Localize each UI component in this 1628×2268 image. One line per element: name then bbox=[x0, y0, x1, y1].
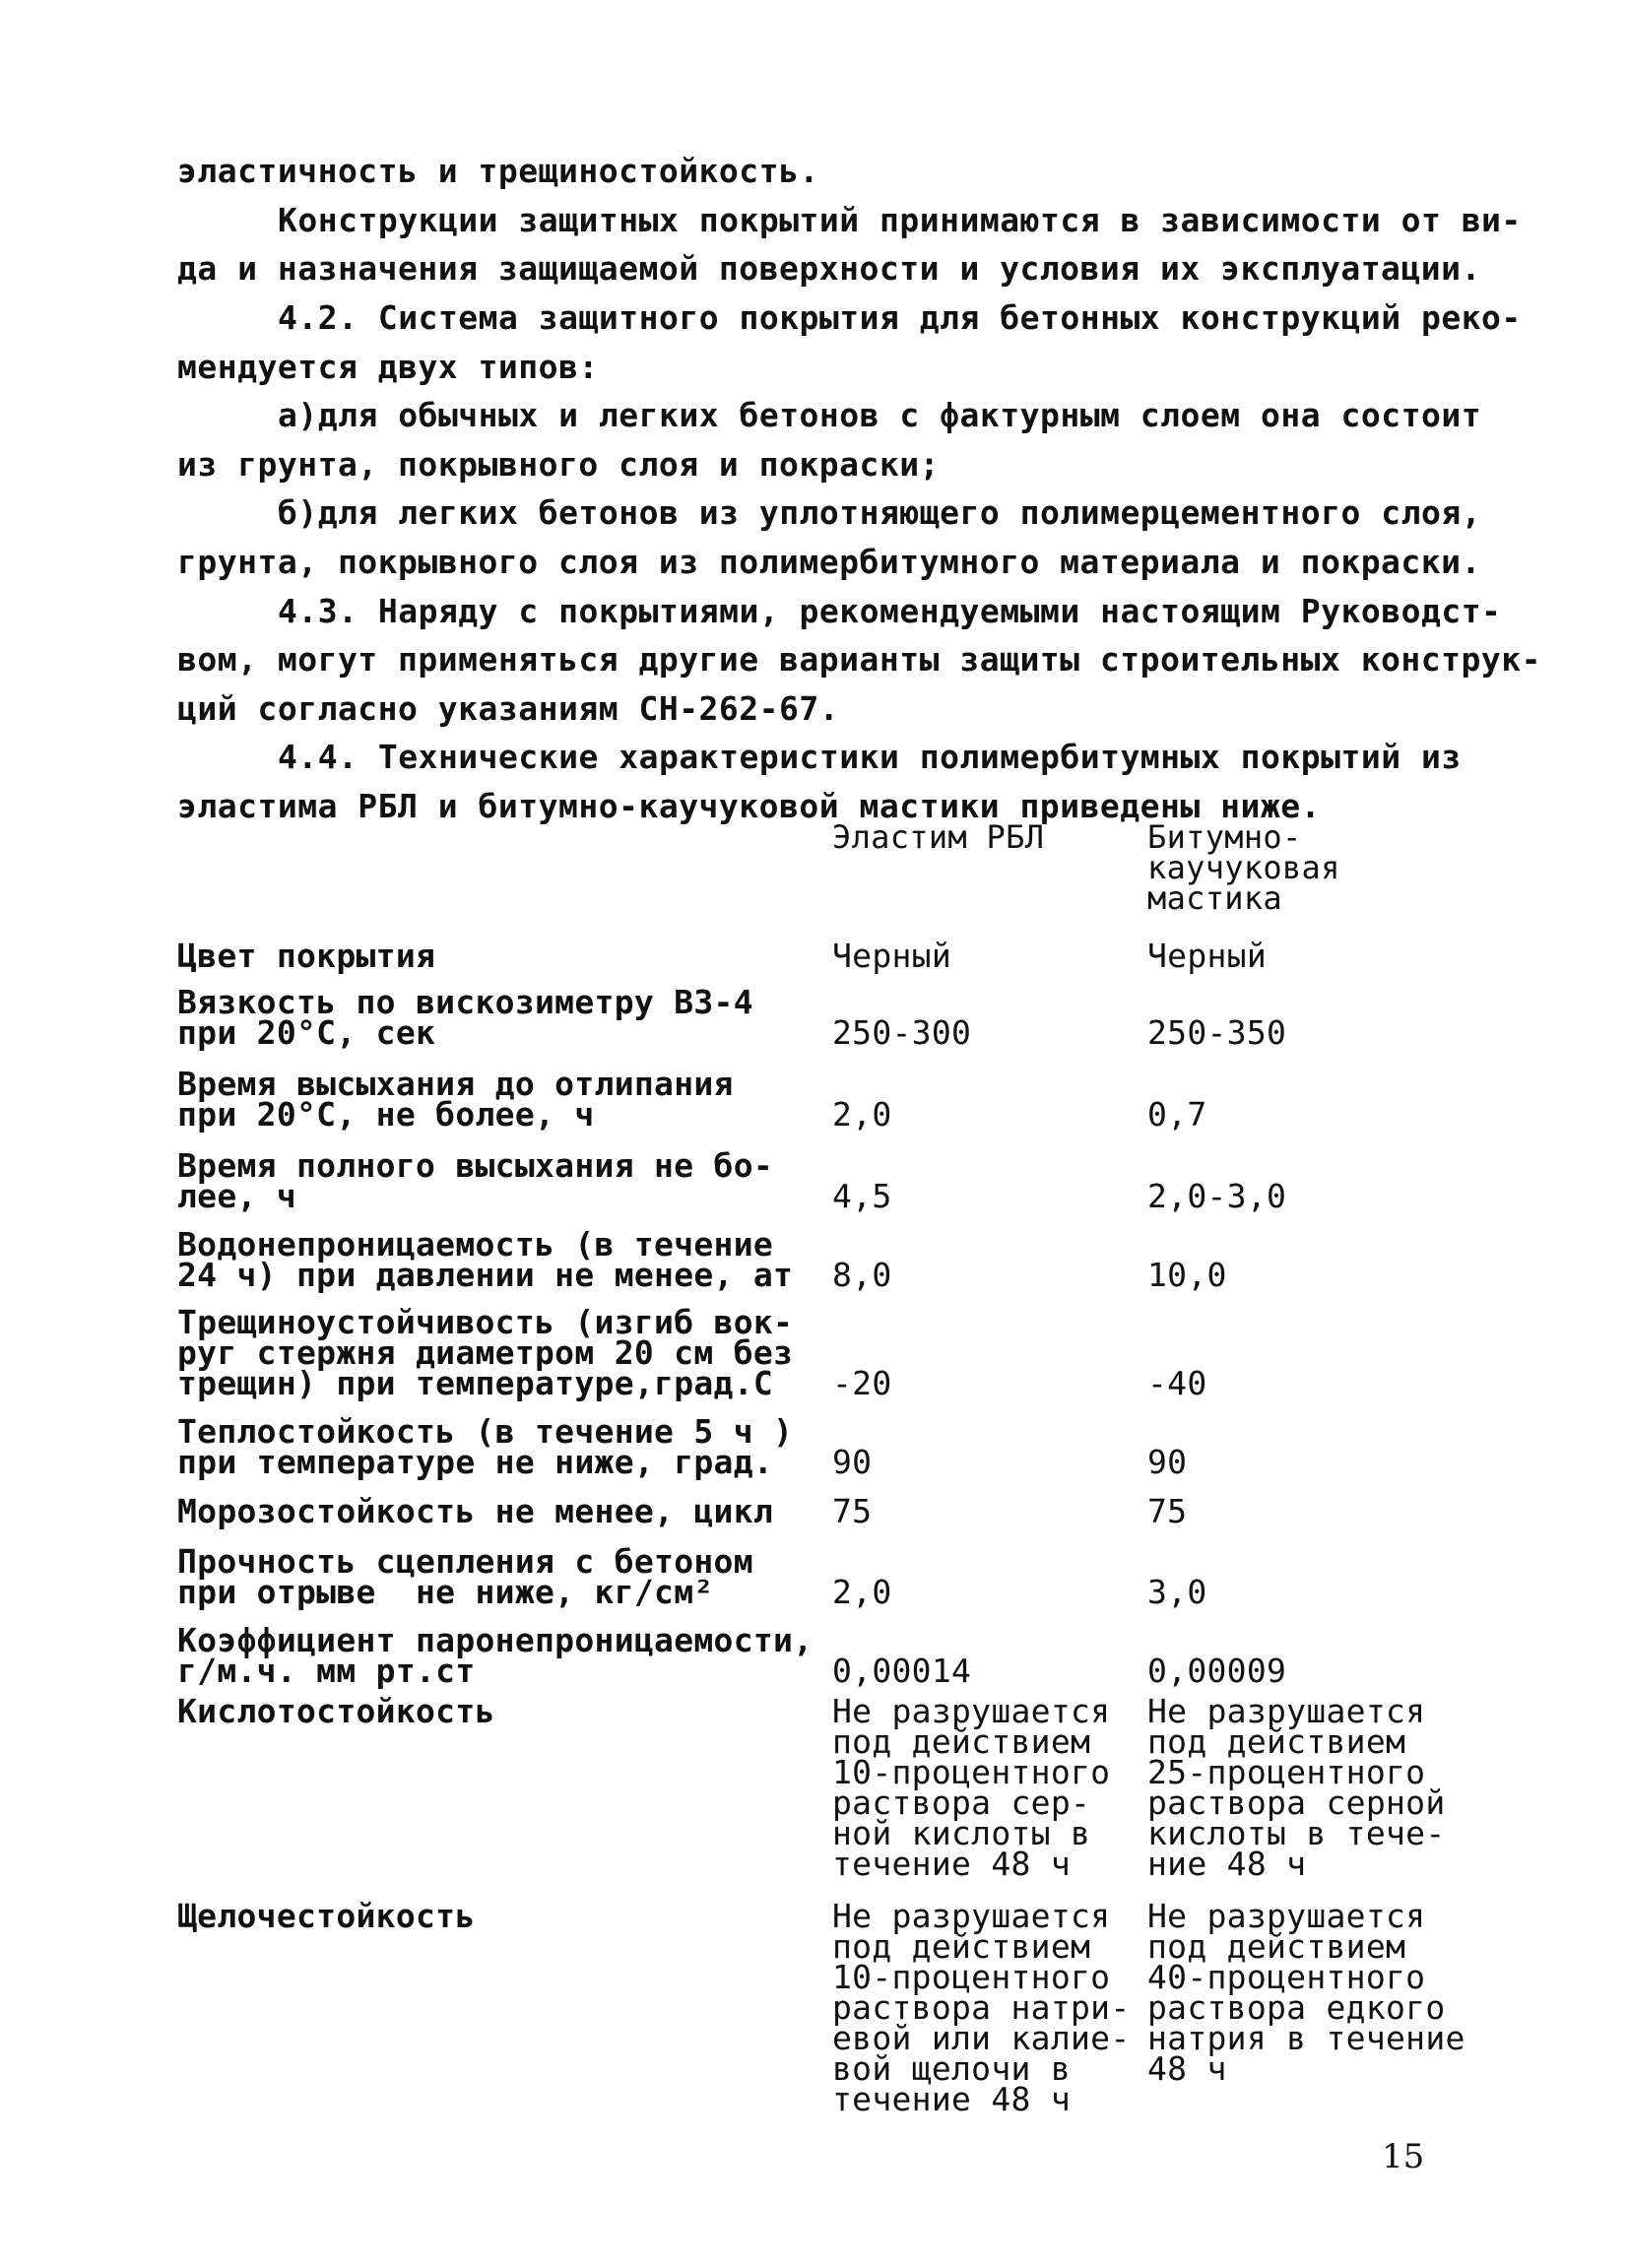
paragraph-line: мендуется двух типов: bbox=[177, 348, 599, 386]
list-item-a: а)для обычных и легких бетонов с фактурным слоем она состоит bbox=[278, 396, 1482, 434]
row-value-mastic: Не разрушается под действием 40-процентного раствора едкого натрия в течение 48 ч bbox=[1147, 1897, 1465, 2088]
paragraph-line: эластима РБЛ и битумно-каучуковой мастики приведены ниже. bbox=[177, 787, 1321, 825]
table-header-mastic: Битумно- каучуковая мастика bbox=[1147, 818, 1340, 917]
row-value-elastim: Не разрушается под действием 10-процентного раствора сер- ной кислоты в течение 48 ч bbox=[832, 1692, 1111, 1883]
row-value-mastic: Не разрушается под действием 25-процентного раствора серной кислоты в тече- ние 48 ч bbox=[1147, 1692, 1446, 1883]
row-label-full-dry-time: Время полного высыхания не бо- лее, ч bbox=[177, 1146, 774, 1215]
section-4-2: 4.2. Система защитного покрытия для бетонных конструкций реко- bbox=[278, 298, 1522, 337]
row-value-elastim: Черный bbox=[832, 937, 952, 975]
row-value-elastim: 2,0 bbox=[832, 1573, 892, 1611]
row-value-elastim: Не разрушается под действием 10-процентного раствора натри- евой или калие- вой щелочи в течение 48 ч bbox=[832, 1897, 1131, 2118]
paragraph-line: из грунта, покрывного слоя и покраски; bbox=[177, 445, 940, 484]
paragraph-line: Конструкции защитных покрытий принимаются в зависимости от ви- bbox=[278, 201, 1522, 239]
row-value-mastic: 3,0 bbox=[1147, 1573, 1207, 1611]
row-value-mastic: 10,0 bbox=[1147, 1256, 1227, 1294]
row-label-crack-resistance: Трещиноустойчивость (изгиб вок- руг стержня диаметром 20 см без трещин) при температуре,град.С bbox=[177, 1303, 794, 1402]
row-value-elastim: 0,00014 bbox=[832, 1652, 972, 1690]
row-label-vapor-permeability: Коэффициент паронепроницаемости, г/м.ч. мм рт.ст bbox=[177, 1621, 814, 1690]
row-label-water-tightness: Водонепроницаемость (в течение 24 ч) при давлении не менее, ат bbox=[177, 1225, 794, 1294]
row-value-elastim: -20 bbox=[832, 1364, 892, 1402]
row-value-elastim: 4,5 bbox=[832, 1177, 892, 1215]
row-label-viscosity: Вязкость по вискозиметру ВЗ-4 при 20°С, сек bbox=[177, 983, 753, 1052]
row-label-adhesion-strength: Прочность сцепления с бетоном при отрыве не ниже, кг/см² bbox=[177, 1542, 753, 1611]
row-value-mastic: 2,0-3,0 bbox=[1147, 1177, 1287, 1215]
page-number: 15 bbox=[1382, 2137, 1425, 2176]
row-label-color: Цвет покрытия bbox=[177, 937, 436, 975]
paragraph-line: вом, могут применяться другие варианты защиты строительных конструк- bbox=[177, 640, 1542, 679]
row-value-mastic: 75 bbox=[1147, 1492, 1188, 1530]
row-value-mastic: 250-350 bbox=[1147, 1013, 1287, 1052]
paragraph-line: да и назначения защищаемой поверхности и условия их эксплуатации. bbox=[177, 249, 1481, 288]
row-value-elastim: 90 bbox=[832, 1443, 873, 1481]
row-value-elastim: 8,0 bbox=[832, 1256, 892, 1294]
paragraph-line: эластичность и трещиностойкость. bbox=[177, 152, 819, 190]
row-value-mastic: Черный bbox=[1147, 937, 1268, 975]
row-value-mastic: -40 bbox=[1147, 1364, 1207, 1402]
row-label-frost-resistance: Морозостойкость не менее, цикл bbox=[177, 1492, 774, 1530]
row-label-heat-resistance: Теплостойкость (в течение 5 ч ) при температуре не ниже, град. bbox=[177, 1412, 794, 1481]
list-item-b: б)для легких бетонов из уплотняющего полимерцементного слоя, bbox=[278, 493, 1482, 532]
row-value-mastic: 0,00009 bbox=[1147, 1652, 1287, 1690]
row-label-tack-free-time: Время высыхания до отлипания при 20°С, не более, ч bbox=[177, 1065, 734, 1134]
row-value-elastim: 2,0 bbox=[832, 1095, 892, 1134]
section-4-4: 4.4. Технические характеристики полимербитумных покрытий из bbox=[278, 738, 1462, 776]
row-value-elastim: 75 bbox=[832, 1492, 873, 1530]
row-label-alkali-resistance: Щелочестойкость bbox=[177, 1897, 476, 1935]
paragraph-line: ций согласно указаниям СН-262-67. bbox=[177, 689, 840, 728]
section-4-3: 4.3. Наряду с покрытиями, рекомендуемыми настоящим Руководст- bbox=[278, 592, 1502, 630]
row-value-mastic: 90 bbox=[1147, 1443, 1188, 1481]
row-value-mastic: 0,7 bbox=[1147, 1095, 1207, 1134]
paragraph-line: грунта, покрывного слоя из полимербитумного материала и покраски. bbox=[177, 543, 1481, 581]
row-value-elastim: 250-300 bbox=[832, 1013, 972, 1052]
table-header-elastim: Эластим РБЛ bbox=[832, 818, 1045, 856]
row-label-acid-resistance: Кислотостойкость bbox=[177, 1692, 495, 1730]
